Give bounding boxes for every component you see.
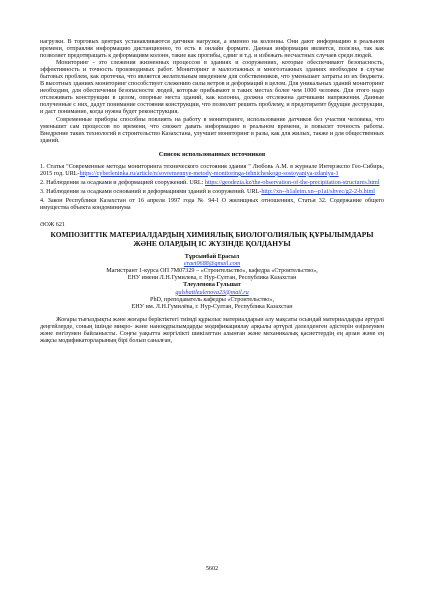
abstract-paragraph: Жоғары тығыздықты және жоғары беріктіктегі тиімді құрылыс материалдарын алу мақсаты осындай материалдарды әртүрлі деңгейлерде, соның ішінде микро- және наноқұрылымдарды модификациялау арқылы әртүрлі дәлелденген әдістерін өзірлеумен және енгізумен байланысты. Соңғы уақытта жергілікті шикізаттан алынған және механикалық қасиеттердің ең арзан және ең жақсы модификаторларының бірі болып саналған, [40, 316, 384, 344]
reference-1-link[interactable]: https://cyberleninka.ru/article/n/sovremennye-metody-monitoringa-tehnicheskogo-sostoyaniya-zdaniya-1 [79, 170, 339, 177]
reference-2 [40, 180, 384, 187]
reference-4 [40, 198, 384, 212]
reference-1 [40, 164, 384, 178]
reference-2-text: 2. Наблюдения за осадками и деформацией сооружений. URL: [40, 179, 205, 186]
reference-4-text: 4. Закон Республики Казахстан от 16 апреля 1997 года № 94-I О жилищных отношениях, Статья 32. Содержание общего имущества объекта кондоминиума [40, 197, 384, 211]
reference-2-link[interactable]: https://geodezia.kz/the-observation-of-the-precipitation-structures.html [204, 179, 380, 186]
udk-code: ӘОЖ 621 [40, 222, 65, 229]
monitoring-paragraph: Мониторинг - это слежения жизненных процессов в зданиях и сооружениях, которые обеспечивают безопасность, эффективность и точность производимых работ. Мониторинг в малоэтажных и многоэтажных зданиях необходим в случае бытовых проблем, как протечка, что является желательным введением для собственников, что уменьшает затраты из их бюджета. В высотных зданиях мониторинг способствует слежению силы ветров и деформаций в целом. Для уникальных зданий мониторинг необходим, для обеспечения безопасности людей, которые прибывают в таких местах более чем 1000 человек. Для этого надо отслеживать конструкции в целом, опорные места зданий, как колонна, должна отслежена датчиками напряжения. Данные полученные с них, дадут понимание состояния конструкции, что позволит решить проблему, и предотвратит будущие деструкции, и даст понимание, когда нужна будет реконструкция. [40, 60, 384, 116]
devices-paragraph: Современные приборы способны повлиять на работу в мониторинге, использование датчиков без участия человека, что уменьшит сам процессов по времени, что сможет давать информацию в реальном времени, и повысит точность работы. Внедрение таких технологий в строительство Казахстана, улучшит мониторинг в разы, как для жилых, также и для общественных зданий. [40, 116, 384, 144]
author-1-affiliation-line-1: Магистрант 1-курса ОП 7М07329 – «Строительство», кафедра «Строительство», [106, 268, 318, 275]
reference-3 [40, 189, 384, 196]
author-1-affiliation-line-2: ЕНУ имени Л.Н.Гумилева, г. Нур-Султан, Республика Казахстан [127, 275, 297, 282]
reference-3-link[interactable]: http://xn--h1aleim.xn--p1ai/shvec/g2-2-b.html [261, 188, 375, 195]
references-title: Список использованных источников [158, 150, 266, 158]
page-number: 5602 [205, 564, 219, 572]
author-2-affiliation-line-1: PhD, преподаватель кафедры «Строительство», [150, 296, 274, 303]
reference-3-text: 3. Наблюдения за осадками оснований и деформациями зданий и сооружений. URL- [40, 188, 262, 195]
intro-paragraph: нагрузки. В торговых центрах устанавливаются датчики нагрузки, а именно на колонны. Они дают информацию в реальном времени, отправляя информацию дистанционно, то есть в онлайн формате. Данная информация является, полезна, так как позволяет предотвращать к деформациям колонн, такие как прогибы, сдвиг и т.д. и избежать несчастных случаев среди людей. [40, 39, 384, 60]
reference-1-text: 1. Статья "Современные методы мониторинга технического состояния здания " Любовь А.М. в журнале Интерэкспо Гео-Сибирь, 2015 год. URL- [40, 163, 384, 177]
author-2-name: Тлеуленова Гульшат [183, 282, 241, 289]
author-1-email[interactable]: eraet0688@gmail.com [183, 261, 241, 268]
author-1-name: Тұрсынбай Ерасыл [184, 254, 240, 261]
article-title: КОМПОЗИТТІК МАТЕРИАЛДАРДЫҢ ХИМИЯЛЫҚ БИОЛОГОЛИЯЛЫҚ ҚҰРЫЛЫМДАРЫ ЖӘНЕ ОЛАРДЫҢ ІС ЖҮЗІНДЕ ҚОЛДАНУЫ [50, 230, 374, 248]
author-2-email[interactable]: gulshattleulenova23@mail.ru [175, 289, 249, 296]
author-2-affiliation-line-2: ЕНУ им. Л.Н.Гумилёва, г. Нур-Султан, Республика Казахстан [131, 303, 293, 310]
